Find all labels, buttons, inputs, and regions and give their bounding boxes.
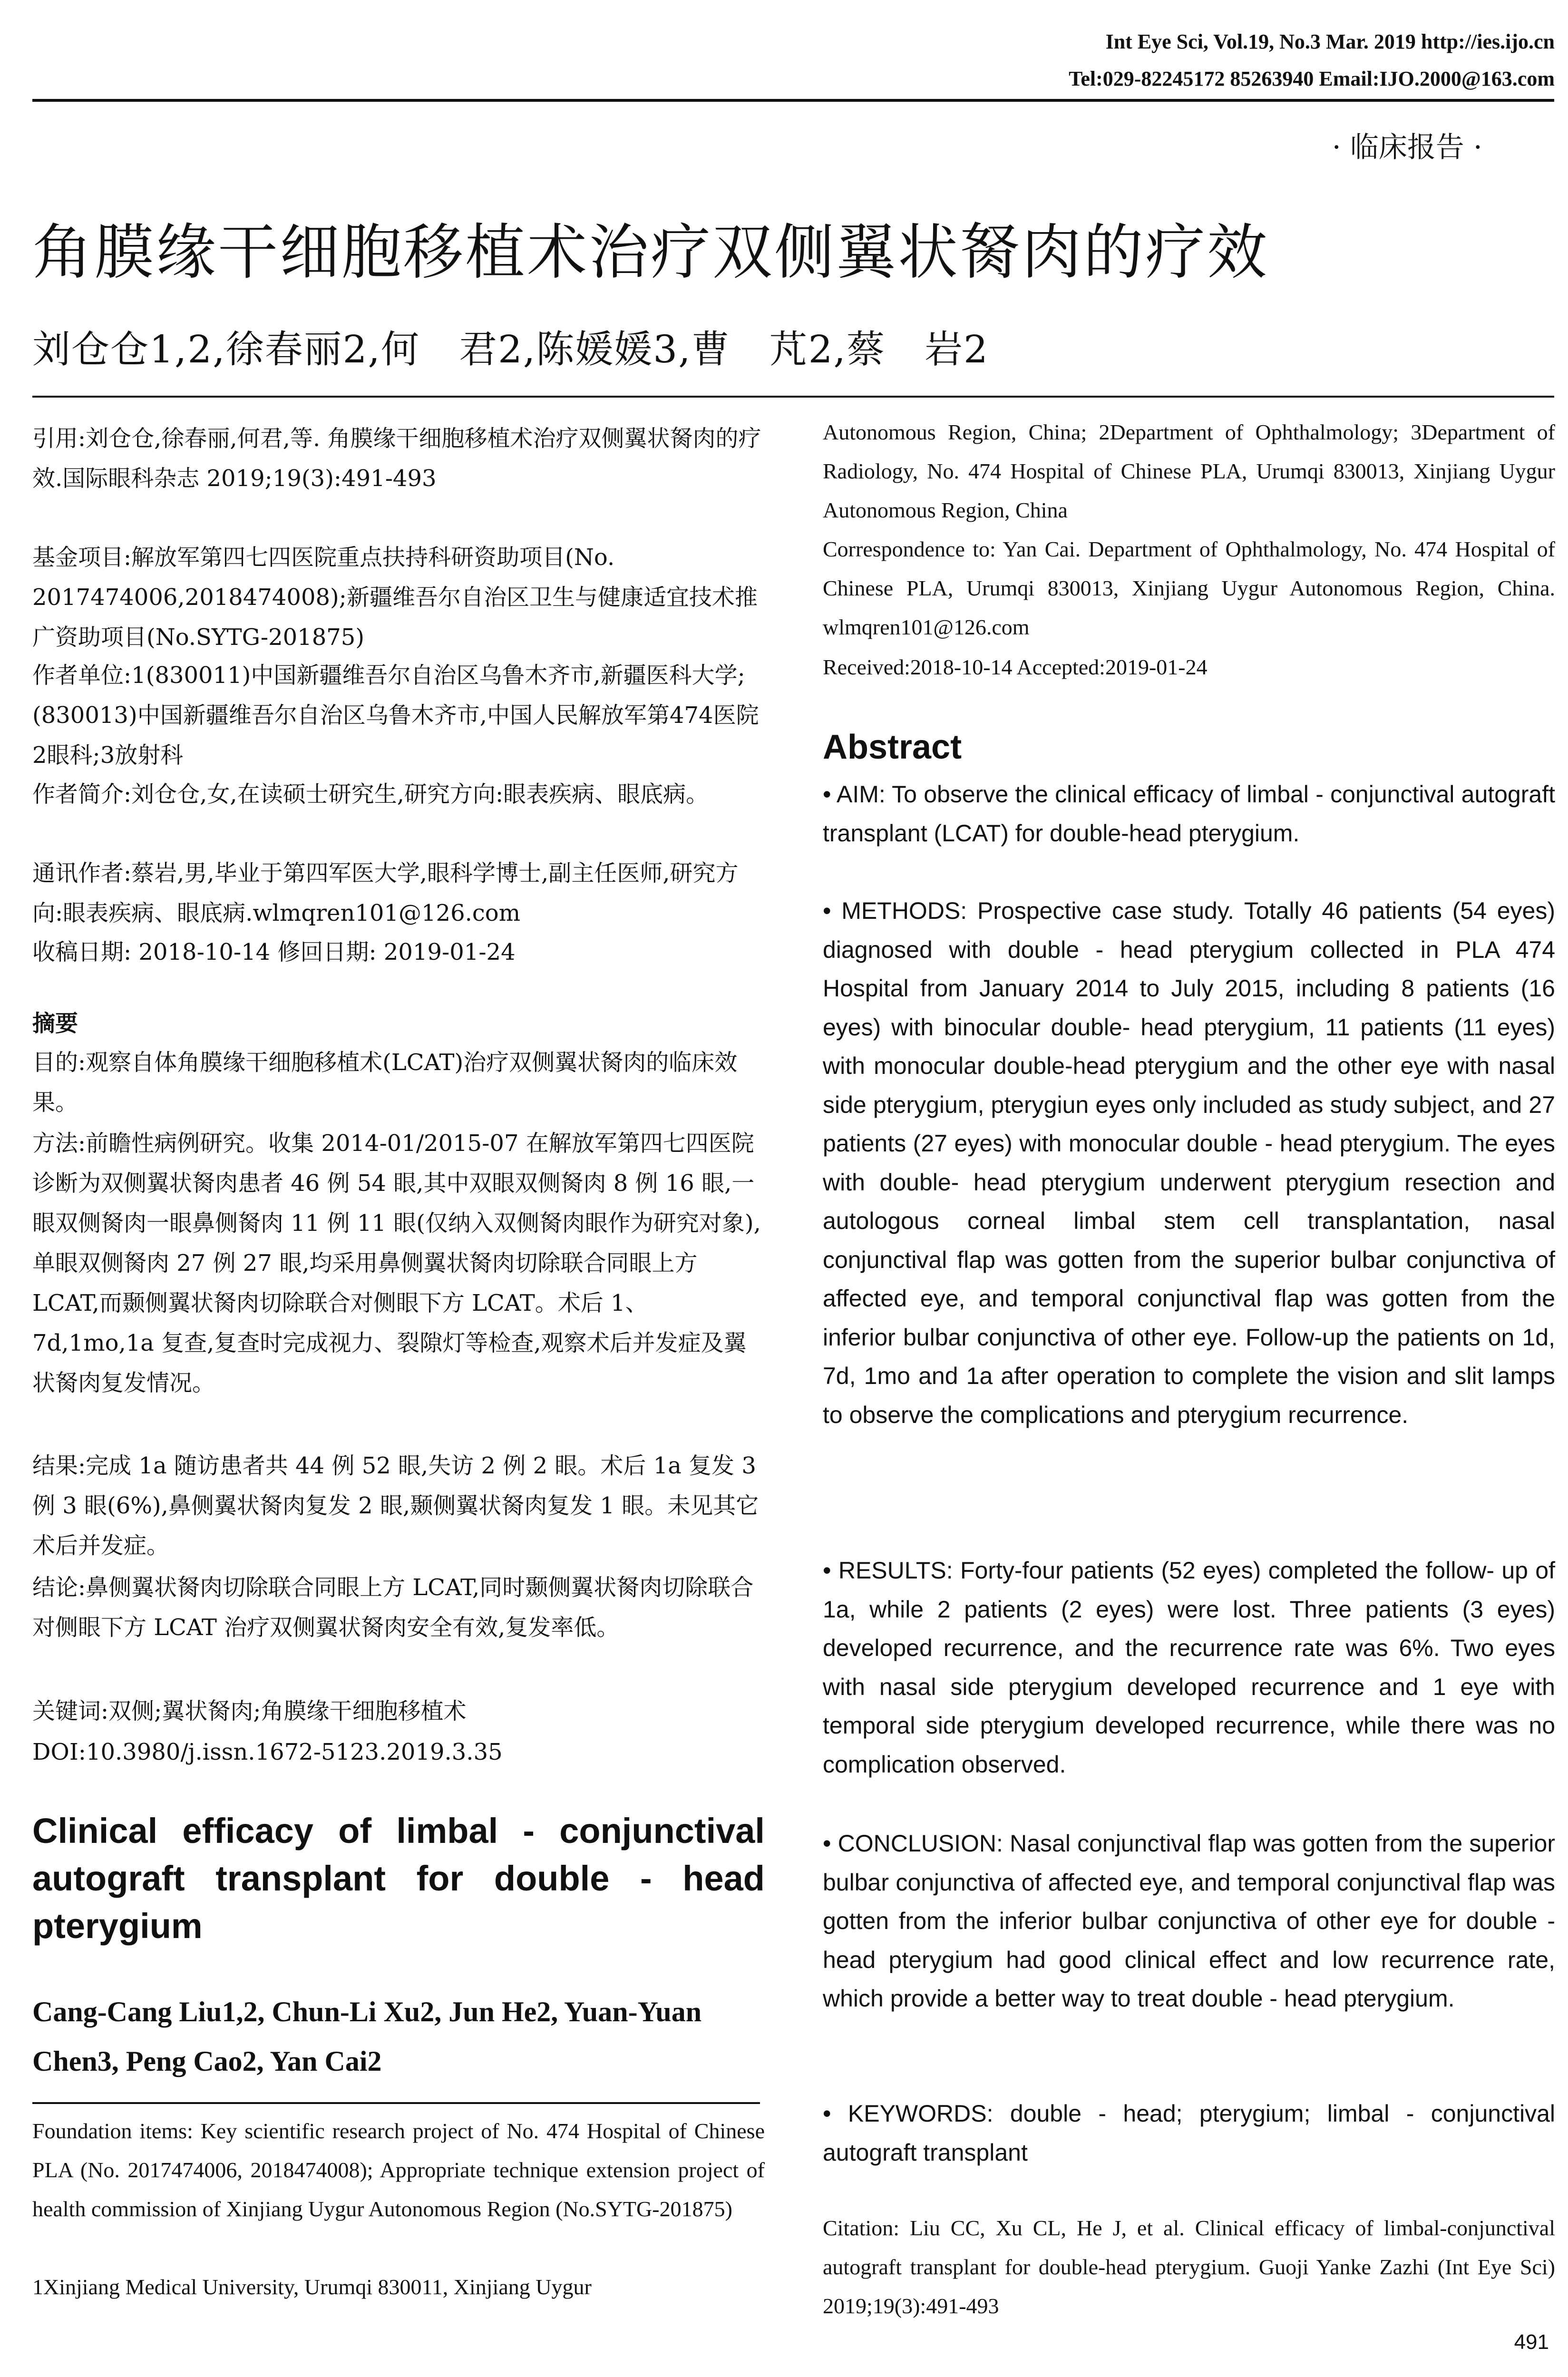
abstract-cn-results: 结果:完成 1a 随访患者共 44 例 52 眼,失访 2 例 2 眼。术后 1a 复发 3 例 3 眼(6%),鼻侧翼状胬肉复发 2 眼,颞侧翼状胬肉复发 1 眼。未见其它术后并发症。 (32, 1452, 759, 1559)
section-tag: · 临床报告 · (1332, 131, 1482, 164)
authors-en: Cang-Cang Liu1,2, Chun-Li Xu2, Jun He2, Yuan-Yuan Chen3, Peng Cao2, Yan Cai2 (32, 1996, 702, 2077)
header-divider (32, 99, 1554, 102)
abstract-cn-objective: 目的:观察自体角膜缘干细胞移植术(LCAT)治疗双侧翼状胬肉的临床效果。 (32, 1049, 738, 1116)
affiliation-en-1: 1Xinjiang Medical University, Urumqi 830011, Xinjiang Uygur (32, 2275, 592, 2299)
affiliation-en-cont: Autonomous Region, China; 2Department of Ophthalmology; 3Department of Radiology, No. 474 Hospital of Chinese PLA, Urumqi 830013, Xinjiang Uygur Autonomous Region, China (823, 420, 1555, 522)
foundation-cn: 基金项目:解放军第四七四医院重点扶持科研资助项目(No. 2017474006,2018474008);新疆维吾尔自治区卫生与健康适宜技术推广资助项目(No.SYTG-201875) (32, 544, 758, 651)
abstract-heading: Abstract (823, 728, 962, 766)
abstract-cn-heading: 摘要 (32, 1010, 78, 1037)
authors-cn: 刘仓仓1,2,徐春丽2,何 君2,陈媛媛3,曹 芃2,蔡 岩2 (32, 327, 989, 371)
authors-divider (32, 396, 1554, 398)
article-title-en: Clinical efficacy of limbal - conjunctival autograft transplant for double - head pterygium (32, 1811, 765, 1946)
journal-contact: Tel:029-82245172 85263940 Email:IJO.2000@163.com (1069, 67, 1555, 90)
journal-header: Int Eye Sci, Vol.19, No.3 Mar. 2019 http://ies.ijo.cn (1105, 30, 1555, 53)
doi: DOI:10.3980/j.issn.1672-5123.2019.3.35 (32, 1739, 503, 1765)
abstract-conclusion: • CONCLUSION: Nasal conjunctival flap was gotten from the superior bulbar conjunctiva of affected eye, and temporal conjunctival flap was gotten from the inferior bulbar conjunctiva of other eye for double - head pterygium had good clinical effect and low recurrence rate, which provide a better way to treat double - head pterygium. (823, 1830, 1555, 2012)
abstract-aim: • AIM: To observe the clinical efficacy of limbal - conjunctival autograft transplant (LCAT) for double-head pterygium. (823, 781, 1555, 847)
abstract-keywords: • KEYWORDS: double - head; pterygium; limbal - conjunctival autograft transplant (823, 2100, 1555, 2166)
keywords-cn: 关键词:双侧;翼状胬肉;角膜缘干细胞移植术 (32, 1698, 467, 1724)
page-number: 491 (1514, 2330, 1549, 2354)
dates-cn: 收稿日期: 2018-10-14 修回日期: 2019-01-24 (32, 939, 516, 965)
correspondence-cn: 通讯作者:蔡岩,男,毕业于第四军医大学,眼科学博士,副主任医师,研究方向:眼表疾病、眼底病.wlmqren101@126.com (32, 860, 739, 926)
dates-en: Received:2018-10-14 Accepted:2019-01-24 (823, 655, 1208, 679)
citation-cn: 引用:刘仓仓,徐春丽,何君,等. 角膜缘干细胞移植术治疗双侧翼状胬肉的疗效.国际眼科杂志 2019;19(3):491-493 (32, 425, 761, 492)
abstract-results: • RESULTS: Forty-four patients (52 eyes) completed the follow- up of 1a, while 2 patients (2 eyes) were lost. Three patients (3 eyes) developed recurrence, and the recurrence rate was 6%. Two eyes with nasal side pterygium developed recurrence and 1 eye with temporal side pterygium developed recurrence, while there was no complication observed. (823, 1557, 1555, 1778)
abstract-cn-conclusion: 结论:鼻侧翼状胬肉切除联合同眼上方 LCAT,同时颞侧翼状胬肉切除联合对侧眼下方 LCAT 治疗双侧翼状胬肉安全有效,复发率低。 (32, 1574, 754, 1641)
foundation-divider (32, 2102, 760, 2104)
citation-en: Citation: Liu CC, Xu CL, He J, et al. Clinical efficacy of limbal-conjunctival autograft transplant for double-head pterygium. Guoji Yanke Zazhi (Int Eye Sci) 2019;19(3):491-493 (823, 2216, 1555, 2318)
foundation-en: Foundation items: Key scientific research project of No. 474 Hospital of Chinese PLA (No. 2017474006, 2018474008); Appropriate technique extension project of health commission of Xinjiang Uygur Autonomous Region (No.SYTG-201875) (32, 2119, 765, 2221)
bio-cn: 作者简介:刘仓仓,女,在读硕士研究生,研究方向:眼表疾病、眼底病。 (32, 781, 709, 808)
article-title-cn: 角膜缘干细胞移植术治疗双侧翼状胬肉的疗效 (32, 217, 1269, 287)
correspondence-en: Correspondence to: Yan Cai. Department of Ophthalmology, No. 474 Hospital of Chinese PLA, Urumqi 830013, Xinjiang Uygur Autonomous Region, China. wlmqren101@126.com (823, 537, 1555, 639)
abstract-methods: • METHODS: Prospective case study. Totally 46 patients (54 eyes) diagnosed with double - head pterygium collected in PLA 474 Hospital from January 2014 to July 2015, including 8 patients (16 eyes) with binocular double- head pterygium, 11 patients (11 eyes) with monocular double-head pterygium and the other eye with nasal side pterygium, pterygiun eyes only included as study subject, and 27 patients (27 eyes) with monocular double - head pterygium. The eyes with double- head pterygium underwent pterygium resection and autologous corneal limbal stem cell transplantation, nasal conjunctival flap was gotten from the superior bulbar conjunctiva of affected eye, and temporal conjunctival flap was gotten from the inferior bulbar conjunctiva of other eye. Follow-up the patients on 1d, 7d, 1mo and 1a after operation to complete the vision and slit lamps to observe the complications and pterygium recurrence. (823, 897, 1555, 1428)
abstract-cn-methods: 方法:前瞻性病例研究。收集 2014-01/2015-07 在解放军第四七四医院诊断为双侧翼状胬肉患者 46 例 54 眼,其中双眼双侧胬肉 8 例 16 眼,一眼双侧胬肉一眼鼻侧胬肉 11 例 11 眼(仅纳入双侧胬肉眼作为研究对象),单眼双侧胬肉 27 例 27 眼,均采用鼻侧翼状胬肉切除联合同眼上方 LCAT,而颞侧翼状胬肉切除联合对侧眼下方 LCAT。术后 1、7d,1mo,1a 复查,复查时完成视力、裂隙灯等检查,观察术后并发症及翼状胬肉复发情况。 (32, 1130, 761, 1396)
affiliation-cn: 作者单位:1(830011)中国新疆维吾尔自治区乌鲁木齐市,新疆医科大学;(830013)中国新疆维吾尔自治区乌鲁木齐市,中国人民解放军第474医院2眼科;3放射科 (32, 662, 759, 769)
